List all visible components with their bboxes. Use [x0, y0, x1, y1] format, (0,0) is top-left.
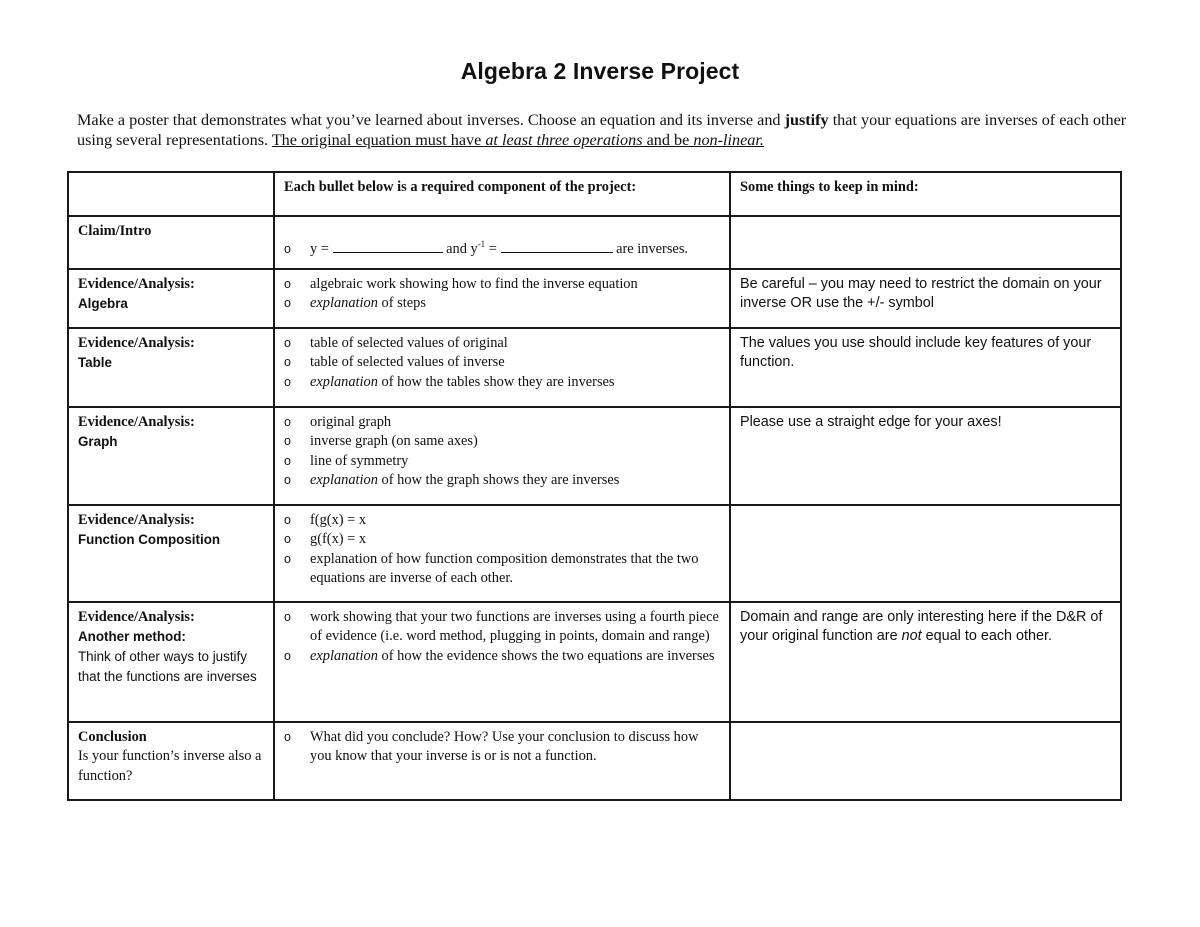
- requirements-cell: [274, 328, 730, 407]
- category-title: Evidence/Analysis:: [78, 512, 195, 528]
- req-text-b: at least three operations: [485, 131, 643, 149]
- bullet-marker: o: [284, 242, 291, 256]
- claim-sup: -1: [477, 239, 486, 250]
- bullet-marker: o: [284, 453, 291, 468]
- list-item-text: table of selected values of inverse: [310, 354, 505, 371]
- notes-cell: Be careful – you may need to restrict the domain on your inverse OR use the +/- symbol: [730, 269, 1121, 328]
- note-emphasis: not: [901, 628, 922, 645]
- intro-paragraph: [77, 110, 1127, 150]
- list-item-text: table of selected values of original: [310, 335, 508, 351]
- list-item: [284, 728, 721, 767]
- bullet-marker: o: [284, 648, 291, 663]
- intro-text-1: Make a poster that demonstrates what you’ve learned about inverses. Choose an equation and its inverse and: [77, 111, 785, 129]
- table-row: [68, 407, 1121, 505]
- bullet-list: [284, 275, 721, 314]
- category-cell: [68, 269, 274, 328]
- category-cell: [68, 505, 274, 602]
- category-subtitle: Algebra: [78, 296, 128, 312]
- category-title: Conclusion: [78, 729, 147, 745]
- notes-cell: [730, 216, 1121, 269]
- list-item-text: of how the tables show they are inverses: [377, 373, 615, 390]
- category-description: Is your function’s inverse also a function?: [78, 748, 262, 784]
- list-item-emphasis: explanation: [310, 472, 378, 489]
- list-item: [284, 511, 721, 530]
- bullet-marker: o: [284, 513, 291, 527]
- bullet-marker: o: [284, 532, 291, 547]
- list-item-text: g(f(x) = x: [310, 531, 367, 548]
- bullet-marker: o: [284, 730, 291, 744]
- bullet-marker: o: [284, 374, 291, 389]
- list-item: [284, 647, 721, 666]
- requirements-cell: [274, 505, 730, 602]
- category-cell: [68, 328, 274, 407]
- list-item: [284, 334, 721, 353]
- bullet-marker: o: [284, 355, 291, 370]
- list-item-text: of steps: [377, 295, 426, 312]
- list-item-text: of how the graph shows they are inverses: [377, 472, 620, 489]
- requirements-cell: [274, 722, 730, 800]
- intro-justify: justify: [784, 111, 829, 129]
- list-item-text: What did you conclude? How? Use your conclusion to discuss how you know that your inverse is or is not a function.: [310, 729, 699, 765]
- claim-eq: =: [485, 241, 501, 257]
- category-title: Evidence/Analysis:: [78, 609, 195, 625]
- claim-and: and y: [442, 241, 478, 257]
- bullet-marker: o: [284, 277, 291, 291]
- list-item-text: line of symmetry: [310, 452, 409, 469]
- list-item: [284, 608, 721, 647]
- notes-cell: The values you use should include key features of your function.: [730, 328, 1121, 407]
- notes-cell: [730, 602, 1121, 722]
- list-item-text: inverse graph (on same axes): [310, 433, 478, 450]
- bullet-marker: o: [284, 296, 291, 311]
- list-item: [284, 240, 721, 259]
- list-item-text: f(g(x) = x: [310, 512, 367, 528]
- list-item-emphasis: explanation: [310, 373, 378, 390]
- list-item-text: of how the evidence shows the two equations are inverses: [377, 647, 715, 664]
- header-keep-in-mind: Some things to keep in mind:: [730, 172, 1121, 216]
- req-text-a: The original equation must have: [271, 131, 486, 149]
- bullet-list: [284, 413, 721, 491]
- list-item-text: explanation of how function composition demonstrates that the two equations are inverse of each other.: [310, 550, 699, 587]
- category-title: Evidence/Analysis:: [78, 414, 195, 430]
- list-item: [284, 294, 721, 313]
- list-item-emphasis: explanation: [310, 295, 378, 312]
- category-title: Claim/Intro: [78, 223, 152, 239]
- list-item: [284, 373, 721, 392]
- table-row: [68, 216, 1121, 269]
- category-title: Evidence/Analysis:: [78, 335, 195, 351]
- bullet-marker: o: [284, 551, 291, 566]
- bullet-list: [284, 240, 721, 259]
- category-cell: [68, 722, 274, 800]
- blank-line: [501, 241, 613, 253]
- bullet-marker: o: [284, 473, 291, 488]
- requirements-cell: [274, 269, 730, 328]
- notes-cell: [730, 722, 1121, 800]
- bullet-list: [284, 608, 721, 666]
- list-item: [284, 471, 721, 490]
- bullet-marker: o: [284, 610, 291, 624]
- table-row: [68, 328, 1121, 407]
- list-item: [284, 432, 721, 451]
- notes-cell: Please use a straight edge for your axes!: [730, 407, 1121, 505]
- bullet-marker: o: [284, 434, 291, 449]
- req-text-d: non-linear.: [693, 131, 764, 149]
- intro-requirement: [272, 131, 764, 149]
- list-item: [284, 452, 721, 471]
- requirements-cell: [274, 216, 730, 269]
- table-row: [68, 269, 1121, 328]
- list-item: [284, 353, 721, 372]
- notes-cell: [730, 505, 1121, 602]
- list-item: [284, 413, 721, 432]
- table-row: [68, 602, 1121, 722]
- category-subtitle: Function Composition: [78, 532, 221, 548]
- table-row: [68, 172, 1121, 216]
- bullet-list: [284, 728, 721, 767]
- note-text: Domain and range are only interesting here if the D&R of your original function are: [740, 609, 1103, 645]
- bullet-list: [284, 334, 721, 392]
- list-item: [284, 550, 721, 589]
- category-cell: [68, 216, 274, 269]
- intro-text-2: that your equations are inverses of each other using several representations.: [77, 111, 1127, 149]
- note-text: equal to each other.: [921, 628, 1053, 645]
- blank-line: [333, 241, 443, 253]
- claim-end: are inverses.: [612, 241, 689, 257]
- page-title: Algebra 2 Inverse Project: [460, 58, 740, 84]
- category-subtitle: Graph: [78, 434, 118, 450]
- table-row: [68, 722, 1121, 800]
- list-item: [284, 275, 721, 294]
- table-row: [68, 505, 1121, 602]
- header-empty-cell: [68, 172, 274, 216]
- category-cell: [68, 407, 274, 505]
- header-requirements: Each bullet below is a required component of the project:: [274, 172, 730, 216]
- category-subtitle: Table: [78, 355, 112, 371]
- list-item: [284, 530, 721, 549]
- requirements-cell: [274, 407, 730, 505]
- rubric-table: [67, 171, 1122, 801]
- requirements-cell: [274, 602, 730, 722]
- list-item-emphasis: explanation: [310, 647, 378, 664]
- claim-y: y =: [310, 241, 333, 257]
- bullet-marker: o: [284, 415, 291, 429]
- list-item-text: original graph: [310, 414, 392, 430]
- bullet-list: [284, 511, 721, 589]
- bullet-marker: o: [284, 336, 291, 350]
- category-title: Evidence/Analysis:: [78, 276, 195, 292]
- list-item-text: algebraic work showing how to find the inverse equation: [310, 276, 638, 292]
- category-description: Think of other ways to justify that the functions are inverses: [78, 648, 257, 684]
- req-text-c: and be: [642, 131, 694, 149]
- category-subtitle: Another method:: [78, 629, 186, 645]
- list-item-text: work showing that your two functions are inverses using a fourth piece of evidence (i.e. word method, plugging in points, domain and range): [310, 609, 719, 645]
- category-cell: [68, 602, 274, 722]
